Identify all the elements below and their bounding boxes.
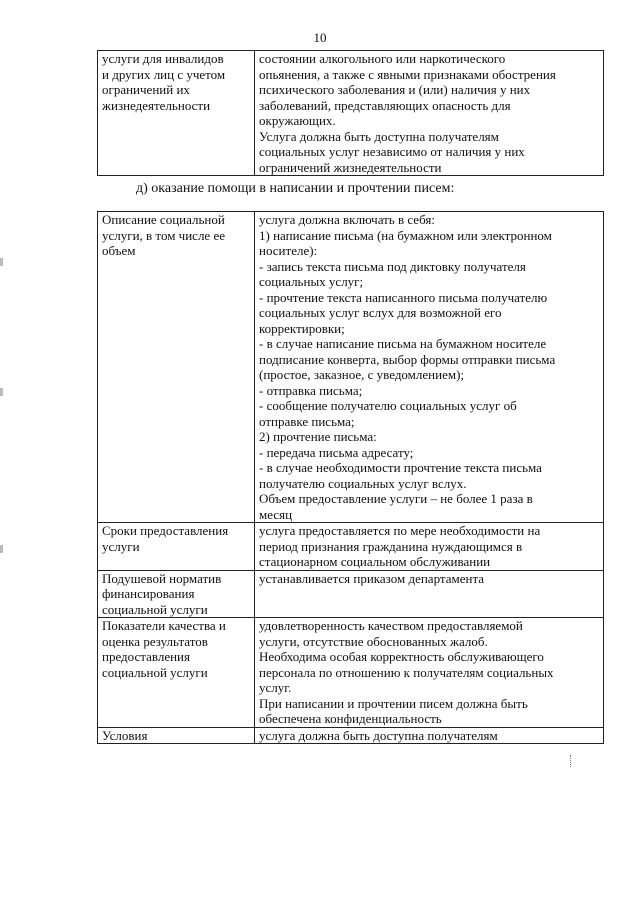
text-line: услуг. xyxy=(259,680,292,695)
text-line: финансирования xyxy=(102,586,195,601)
text-line: - прочтение текста написанного письма получателю xyxy=(259,289,548,305)
row-label-cell xyxy=(98,212,255,523)
page-number: 10 xyxy=(313,30,327,45)
scan-edge-mark xyxy=(0,258,3,266)
text-line: состоянии алкогольного или наркотического xyxy=(259,51,506,66)
text-line: Подушевой норматив xyxy=(102,570,222,586)
text-line: Необходима особая корректность обслуживающего xyxy=(259,649,544,664)
text-line: 1) написание письма (на бумажном или электронном xyxy=(259,227,552,243)
table-row xyxy=(98,618,604,728)
row-content-cell xyxy=(255,51,604,176)
text-line: социальной услуги xyxy=(102,664,208,680)
text-line: предоставления xyxy=(102,649,190,664)
row-content-cell xyxy=(255,212,604,523)
text-line: социальной услуги xyxy=(102,601,208,617)
text-line: Показатели качества и xyxy=(102,618,226,633)
text-line: ограничений жизнедеятельности xyxy=(259,159,442,175)
table-row xyxy=(98,570,604,618)
table-row xyxy=(98,51,604,176)
text-line: устанавливается приказом департамента xyxy=(259,570,485,586)
row-content-cell xyxy=(255,570,604,618)
text-line: услуги xyxy=(102,538,140,554)
text-line: 2) прочтение письма: xyxy=(259,429,377,444)
text-line: опьянения, а также с явными признаками обострения xyxy=(259,66,556,82)
text-line: социальных услуг независимо от наличия у них xyxy=(259,144,525,159)
text-line: ограничений их xyxy=(102,82,190,97)
scan-edge-mark xyxy=(0,545,3,553)
text-line: окружающих. xyxy=(259,113,336,128)
text-line: корректировки; xyxy=(259,320,345,336)
row-label-cell xyxy=(98,618,255,728)
text-line: подписание конверта, выбор формы отправки письма xyxy=(259,351,556,367)
scan-margin-mark xyxy=(570,755,572,767)
text-line: получателю социальных услуг вслух. xyxy=(259,475,467,491)
text-line: При написании и прочтении писем должна быть xyxy=(259,695,528,711)
text-line: социальных услуг; xyxy=(259,274,364,289)
text-line: - запись текста письма под диктовку получателя xyxy=(259,258,526,274)
text-line: заболеваний, представляющих опасность для xyxy=(259,97,511,113)
text-line: период признания гражданина нуждающимся в xyxy=(259,538,523,554)
text-line: - передача письма адресату; xyxy=(259,444,414,460)
text-line: носителе): xyxy=(259,243,318,258)
text-line: и других лиц с учетом xyxy=(102,66,226,82)
text-line: персонала по отношению к получателям социальных xyxy=(259,664,554,680)
row-label-cell xyxy=(98,570,255,618)
text-line: Условия xyxy=(102,727,148,743)
table-row xyxy=(98,523,604,571)
text-line: - отправка письма; xyxy=(259,382,363,398)
text-line: услуги для инвалидов xyxy=(102,51,224,66)
text-line: услуга должна включать в себя: xyxy=(259,212,435,227)
text-line: услуга должна быть доступна получателям xyxy=(259,727,498,743)
text-line: обеспечена конфиденциальность xyxy=(259,711,442,726)
text-line: удовлетворенность качеством предоставляемой xyxy=(259,618,523,633)
text-line: объем xyxy=(102,243,136,258)
text-line: услуги, отсутствие обоснованных жалоб. xyxy=(259,633,488,649)
text-line: стационарном социальном обслуживании xyxy=(259,554,491,569)
scan-edge-mark xyxy=(0,388,3,396)
text-line: месяц xyxy=(259,506,293,522)
text-line: - в случае написание письма на бумажном носителе xyxy=(259,336,547,351)
text-line: Объем предоставление услуги – не более 1 раза в xyxy=(259,491,533,506)
row-content-cell xyxy=(255,727,604,744)
text-line: оценка результатов xyxy=(102,633,208,649)
table-row xyxy=(98,212,604,523)
text-line: жизнедеятельности xyxy=(102,97,211,113)
text-line: (простое, заказное, с уведомлением); xyxy=(259,367,465,382)
text-line: социальных услуг вслух для возможной его xyxy=(259,305,502,320)
text-line: психического заболевания и (или) наличия у них xyxy=(259,82,531,97)
table-row xyxy=(98,727,604,744)
row-label-cell xyxy=(98,51,255,176)
row-label-cell xyxy=(98,727,255,744)
text-line: Описание социальной xyxy=(102,212,225,227)
section-heading: д) оказание помощи в написании и прочтении писем: xyxy=(136,181,455,196)
continuation-table xyxy=(97,50,604,176)
row-content-cell xyxy=(255,618,604,728)
text-line: услуги, в том числе ее xyxy=(102,227,225,243)
text-line: - сообщение получателю социальных услуг об xyxy=(259,398,517,413)
text-line: отправке письма; xyxy=(259,413,355,429)
text-line: Услуга должна быть доступна получателям xyxy=(259,128,499,144)
row-content-cell xyxy=(255,523,604,571)
text-line: услуга предоставляется по мере необходимости на xyxy=(259,523,541,538)
text-line: Сроки предоставления xyxy=(102,523,229,538)
text-line: - в случае необходимости прочтение текста письма xyxy=(259,460,542,475)
service-table xyxy=(97,211,604,744)
row-label-cell xyxy=(98,523,255,571)
